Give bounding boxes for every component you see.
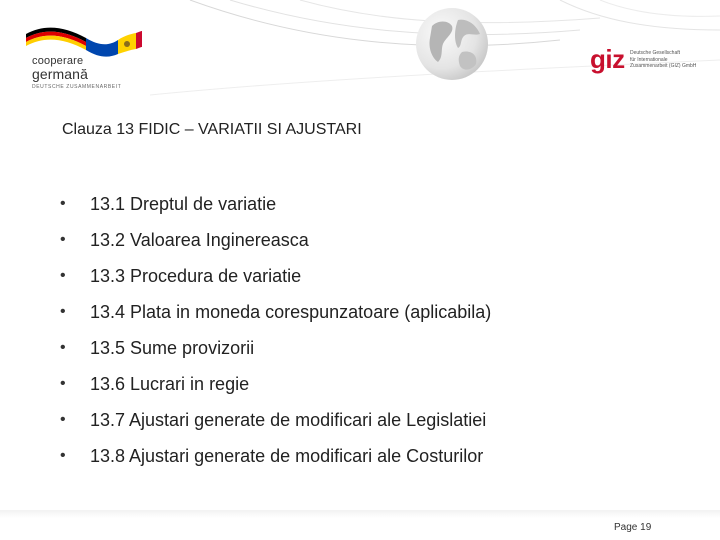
giz-logo-subtitle (630, 50, 696, 70)
bullet-icon: • (60, 447, 66, 464)
list-item-text: 13.2 Valoarea Inginereasca (90, 230, 309, 250)
giz-sub-line-2: für Internationale (630, 56, 668, 63)
logo-line-1: cooperare (32, 55, 84, 67)
list-item-text: 13.4 Plata in moneda corespunzatoare (aplicabila) (90, 302, 492, 322)
bullet-icon: • (60, 195, 66, 212)
logo-line-2: germană (32, 66, 88, 82)
list-item-text: 13.7 Ajustari generate de modificari ale Legislatiei (90, 410, 487, 430)
list-item-text: 13.5 Sume provizorii (90, 338, 255, 358)
flags-swoosh-icon (24, 24, 144, 58)
giz-sub-line-3: Zusammenarbeit (GIZ) GmbH (630, 63, 697, 69)
footer-divider (0, 510, 720, 518)
globe-icon (414, 6, 490, 82)
list-item-text: 13.3 Procedura de variatie (90, 266, 302, 286)
page-number: Page 19 (614, 522, 652, 533)
bullet-icon: • (60, 339, 66, 356)
bullet-icon: • (60, 303, 66, 320)
bullet-icon: • (60, 231, 66, 248)
list-item-text: 13.1 Dreptul de variatie (90, 194, 277, 214)
bullet-icon: • (60, 267, 66, 284)
giz-logo (588, 44, 708, 78)
bullet-icon: • (60, 411, 66, 428)
giz-logo-word: giz (590, 44, 625, 74)
bullet-icon: • (60, 375, 66, 392)
cooperare-germana-logo (24, 24, 144, 94)
slide-title: Clauza 13 FIDIC – VARIATII SI AJUSTARI (62, 121, 362, 138)
list-item-text: 13.8 Ajustari generate de modificari ale Costurilor (90, 446, 484, 466)
giz-sub-line-1: Deutsche Gesellschaft (630, 50, 681, 56)
list-item-text: 13.6 Lucrari in regie (90, 374, 250, 394)
logo-line-3: DEUTSCHE ZUSAMMENARBEIT (32, 84, 122, 90)
